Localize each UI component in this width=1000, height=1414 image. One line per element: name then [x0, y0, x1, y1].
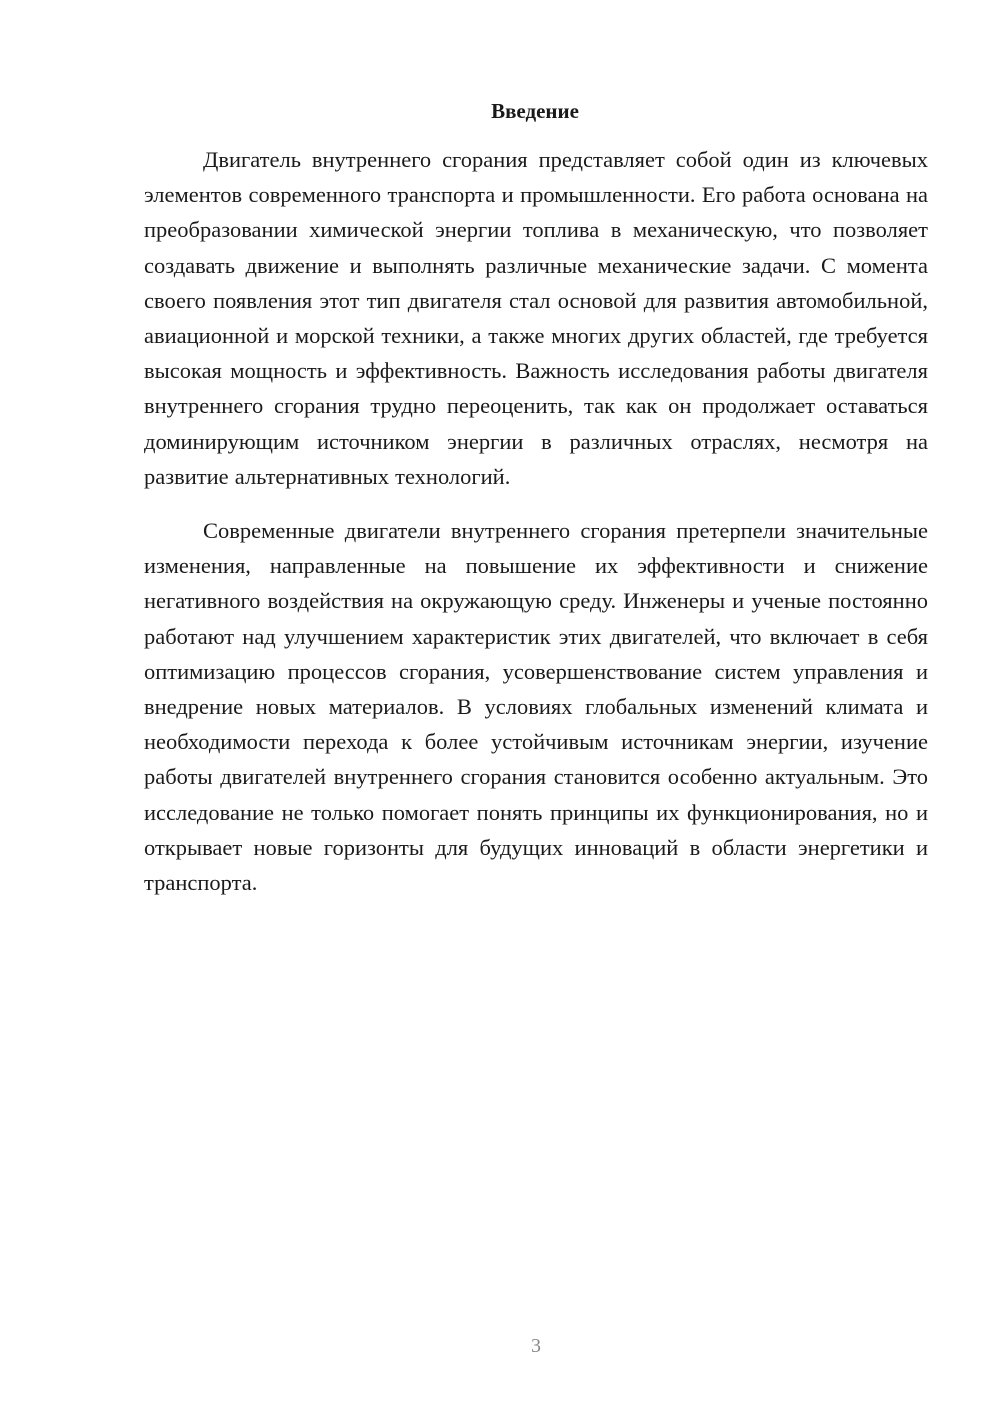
paragraph-2: Современные двигатели внутреннего сгорания претерпели значительные изменения, направленные на повышение их эффективности и снижение негативного воздействия на окружающую среду. Инженеры и ученые постоянно работают над улучшением характеристик этих двигателей, что включает в себя оптимизацию процессов сгорания, усовершенствование систем управления и внедрение новых материалов. В условиях глобальных изменений климата и необходимости перехода к более устойчивым источникам энергии, изучение работы двигателей внутреннего сгорания становится особенно актуальным. Это исследование не только помогает понять принципы их функционирования, но и открывает новые горизонты для будущих инноваций в области энергетики и транспорта.: [144, 518, 928, 896]
paragraph-1: Двигатель внутреннего сгорания представляет собой один из ключевых элементов современного транспорта и промышленности. Его работа основана на преобразовании химической энергии топлива в механическую, что позволяет создавать движение и выполнять различные механические задачи. С момента своего появления этот тип двигателя стал основой для развития автомобильной, авиационной и морской техники, а также многих других областей, где требуется высокая мощность и эффективность. Важность исследования работы двигателя внутреннего сгорания трудно переоценить, так как он продолжает оставаться доминирующим источником энергии в различных отраслях, несмотря на развитие альтернативных технологий.: [144, 147, 928, 489]
section-heading: Введение: [491, 99, 579, 123]
body-text: [144, 142, 928, 900]
page-number: 3: [531, 1335, 541, 1357]
